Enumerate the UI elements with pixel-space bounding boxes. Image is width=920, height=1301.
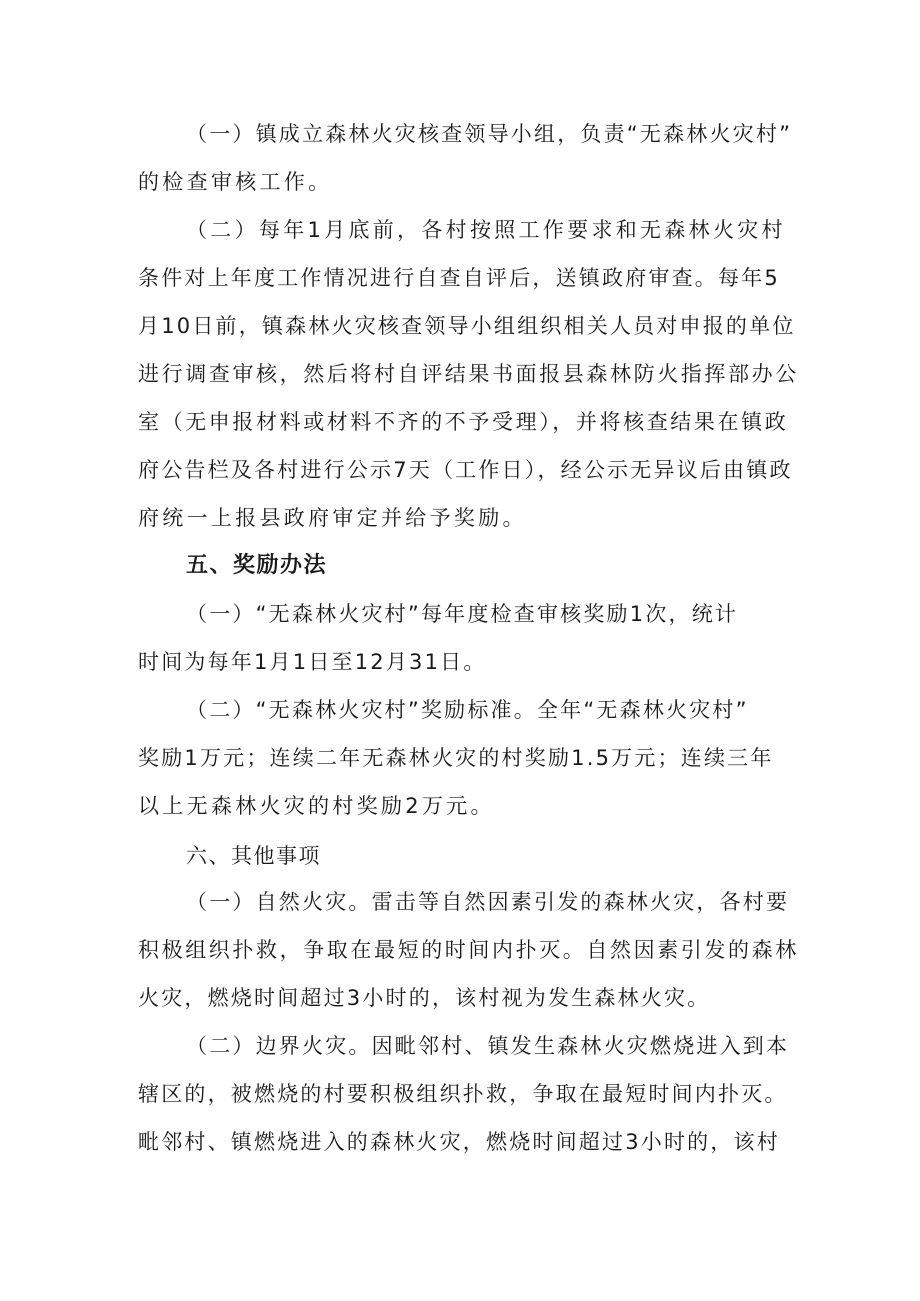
- paragraph-line: 府公告栏及各村进行公示7天（工作日），经公示无异议后由镇政: [138, 458, 793, 482]
- paragraph-line: 火灾，燃烧时间超过3小时的，该村视为发生森林火灾。: [138, 986, 711, 1010]
- paragraph-line: （二）每年1月底前，各村按照工作要求和无森林火灾村: [186, 218, 786, 242]
- paragraph-line: 进行调查审核，然后将村自评结果书面报县森林防火指挥部办公: [138, 362, 799, 386]
- section-heading: 五、奖励办法: [186, 553, 328, 578]
- paragraph-line: 室（无申报材料或材料不齐的不予受理），并将核查结果在镇政: [138, 410, 789, 434]
- section-heading: 六、其他事项: [186, 844, 321, 868]
- paragraph-line: 时间为每年1月1日至12月31日。: [138, 650, 487, 674]
- paragraph-line: 奖励1万元；连续二年无森林火灾的村奖励1.5万元；连续三年: [138, 746, 774, 770]
- paragraph-line: （一）镇成立森林火灾核查领导小组，负责“无森林火灾村”: [186, 122, 793, 146]
- paragraph-line: 辖区的，被燃烧的村要积极组织扑救，争取在最短时间内扑灭。: [138, 1082, 788, 1106]
- paragraph-line: （二）“无森林火灾村”奖励标准。全年“无森林火灾村”: [186, 698, 749, 722]
- paragraph-line: 积极组织扑救，争取在最短的时间内扑灭。自然因素引发的森林: [138, 938, 799, 962]
- paragraph-line: 月10日前，镇森林火灾核查领导小组组织相关人员对申报的单位: [138, 314, 796, 338]
- paragraph-line: （一）“无森林火灾村”每年度检查审核奖励1次，统计: [186, 602, 739, 626]
- paragraph-line: （二）边界火灾。因毗邻村、镇发生森林火灾燃烧进入到本: [186, 1034, 790, 1058]
- paragraph-line: 的检查审核工作。: [138, 170, 333, 194]
- paragraph-line: 以上无森林火灾的村奖励2万元。: [138, 794, 495, 818]
- paragraph-line: 条件对上年度工作情况进行自查自评后，送镇政府审查。每年5: [138, 266, 780, 290]
- paragraph-line: 府统一上报县政府审定并给予奖励。: [138, 506, 527, 530]
- paragraph-line: 毗邻村、镇燃烧进入的森林火灾，燃烧时间超过3小时的，该村: [138, 1130, 780, 1154]
- paragraph-line: （一）自然火灾。雷击等自然因素引发的森林火灾，各村要: [186, 890, 790, 914]
